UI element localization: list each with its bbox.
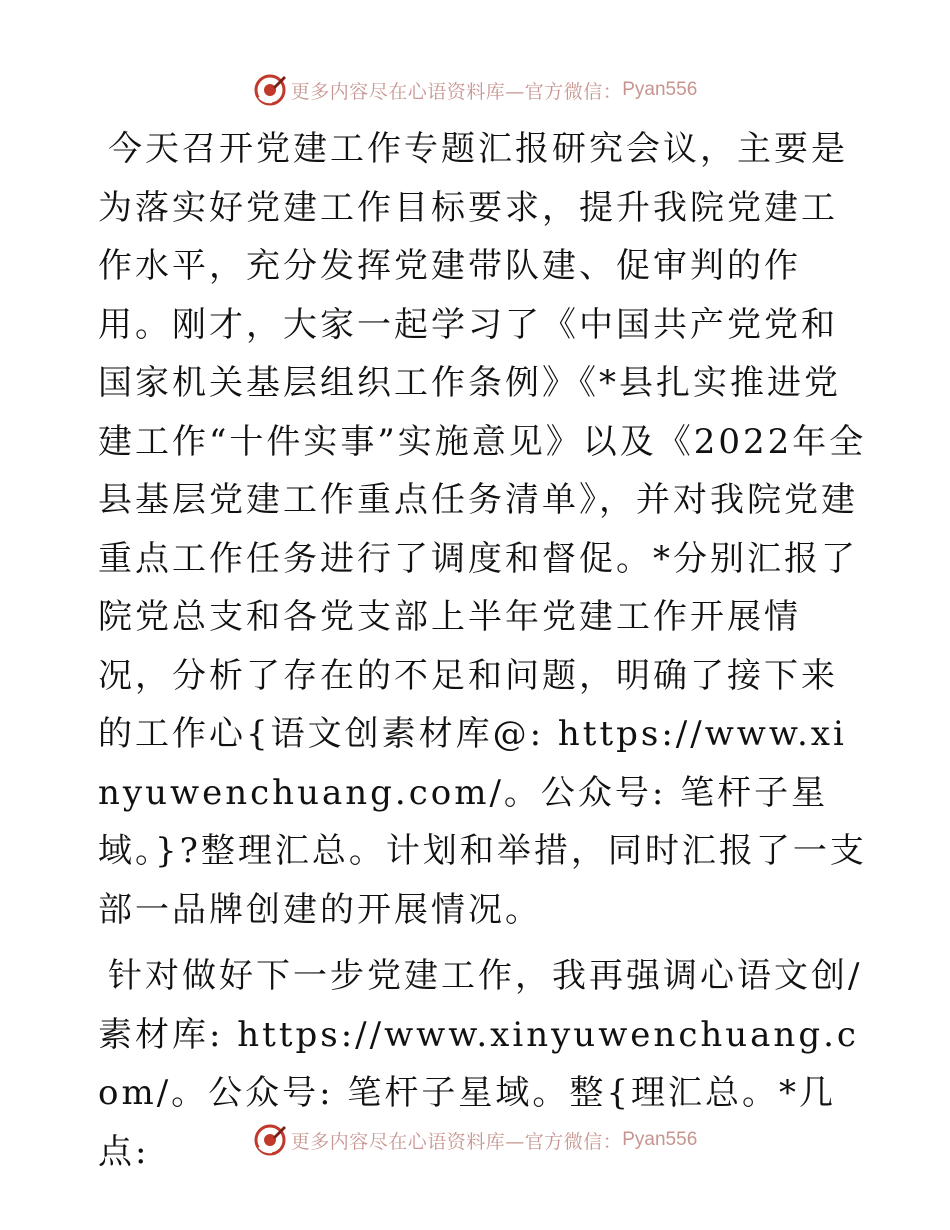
paragraph-1: 今天召开党建工作专题汇报研究会议，主要是为落实好党建工作目标要求，提升我院党建工作水平，充分发挥党建带队建、促审判的作用。刚才，大家一起学习了《中国共产党党和国家机关基层组织工作条例》《*县扎实推进党建工作“十件实事”实施意见》以及《2022年全县基层党建工作重点任务清单》，并对我院党建重点工作任务进行了调度和督促。*分别汇报了院党总支和各党支部上半年党建工作开展情况，分析了存在的不足和问题，明确了接下来的工作心{语文创素材库@: https://www.xinyuwenchuang.com/。公众号: 笔杆子星域。}?整理汇总。计划和举措，同时汇报了一支部一品牌创建的开展情况。 [98, 129, 867, 930]
header-banner-wechat-id: Pyan556 [622, 79, 698, 100]
paragraph-2: 针对做好下一步党建工作，我再强调心语文创/素材库: https://www.xinyuwenchuang.com/。公众号: 笔杆子星域。整{理汇总。*几点: [98, 956, 863, 1172]
footer-banner-wechat-id: Pyan556 [622, 1129, 698, 1150]
footer-banner [0, 1120, 950, 1160]
header-banner [0, 70, 950, 110]
pen-circle-logo-icon [253, 73, 287, 107]
header-banner-text: 更多内容尽在心语资料库—官方微信： [290, 80, 623, 103]
footer-banner-text: 更多内容尽在心语资料库—官方微信： [290, 1130, 623, 1153]
pen-circle-logo-icon [253, 1123, 287, 1157]
document-body [98, 120, 868, 1181]
